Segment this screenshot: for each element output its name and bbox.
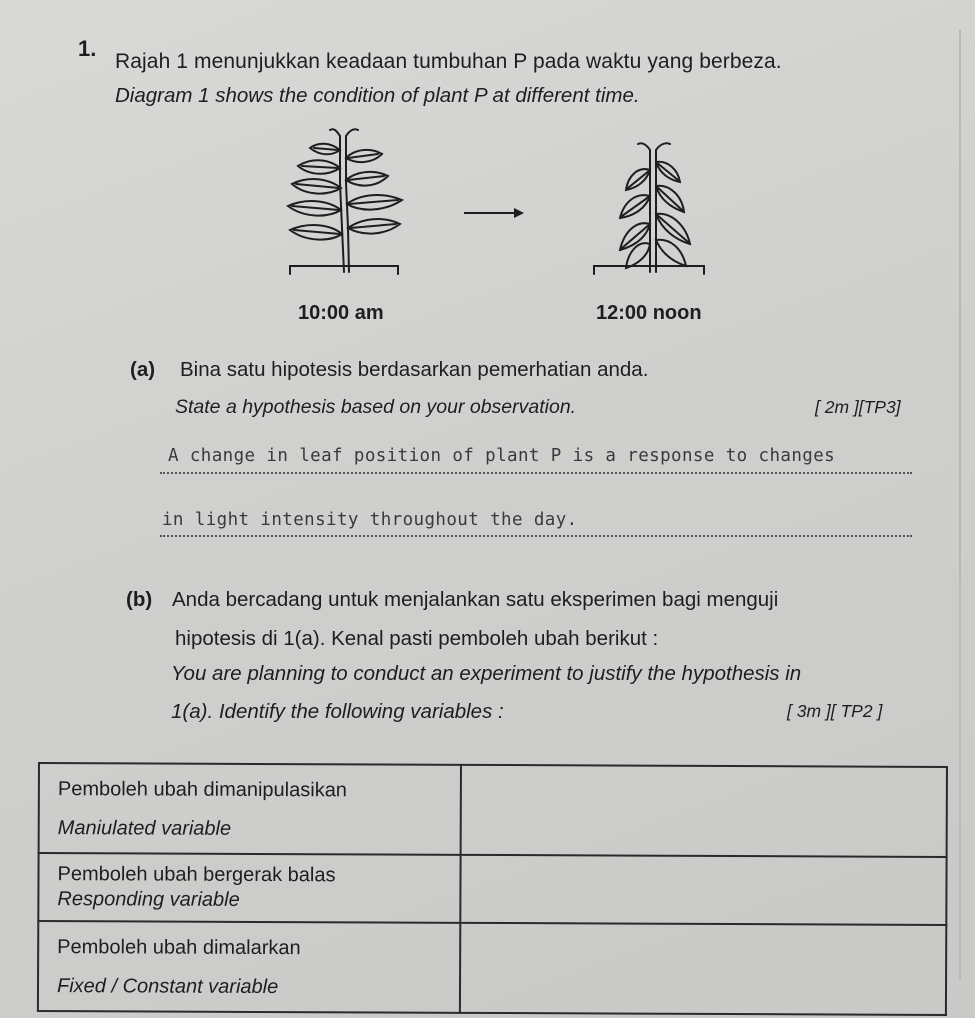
arrow-right-icon [462,206,528,220]
part-b-text-malay-1: Anda bercadang untuk menjalankan satu eksperimen bagi menguji [172,588,779,611]
part-a-answer-line-2[interactable]: in light intensity throughout the day. [162,510,578,530]
variable-name-malay: Pemboleh ubah dimanipulasikan [57,778,348,802]
answer-dotted-line-2 [160,535,912,537]
time-label-right: 12:00 noon [596,302,702,324]
part-b-text-malay-2: hipotesis di 1(a). Kenal pasti pemboleh ubah berikut : [175,627,659,650]
plant-12noon-illustration [592,140,722,276]
part-a-text-malay: Bina satu hipotesis berdasarkan pemerhatian anda. [180,358,649,381]
variable-name-english: Fixed / Constant variable [56,975,279,999]
part-b-label: (b) [126,588,153,611]
part-b-marks: [ 3m ][ TP2 ] [787,701,883,721]
question-text-english: Diagram 1 shows the condition of plant P at different time. [115,84,640,107]
part-a-text-english: State a hypothesis based on your observation. [175,396,577,418]
question-number: 1. [78,36,97,61]
part-b-text-english-1: You are planning to conduct an experiment to justify the hypothesis in [171,662,802,685]
manipulated-variable-answer-cell[interactable] [461,765,947,857]
plant-10am-illustration [280,128,410,276]
table-row-manipulated [39,763,947,857]
table-row-fixed [38,921,946,1015]
part-a-marks: [ 2m ][TP3] [815,397,901,417]
variable-name-english: Maniulated variable [57,817,232,840]
variable-name-cell [38,921,460,1013]
answer-dotted-line-1 [160,472,912,474]
variable-name-malay: Pemboleh ubah bergerak balas [57,863,336,887]
page-edge [959,30,961,980]
part-a-answer-line-1[interactable]: A change in leaf position of plant P is a response to changes [168,446,836,466]
fixed-variable-answer-cell[interactable] [460,923,946,1015]
table-row-responding [38,853,946,925]
variable-name-cell [38,853,460,923]
variable-name-cell [39,763,461,855]
variables-table [37,762,948,1016]
part-a-label: (a) [130,358,156,381]
variable-name-english: Responding variable [57,888,240,911]
question-text-malay: Rajah 1 menunjukkan keadaan tumbuhan P pada waktu yang berbeza. [115,50,782,73]
part-b-text-english-2: 1(a). Identify the following variables : [171,700,504,723]
time-label-left: 10:00 am [298,302,384,324]
variable-name-malay: Pemboleh ubah dimalarkan [57,936,301,960]
responding-variable-answer-cell[interactable] [460,855,946,925]
